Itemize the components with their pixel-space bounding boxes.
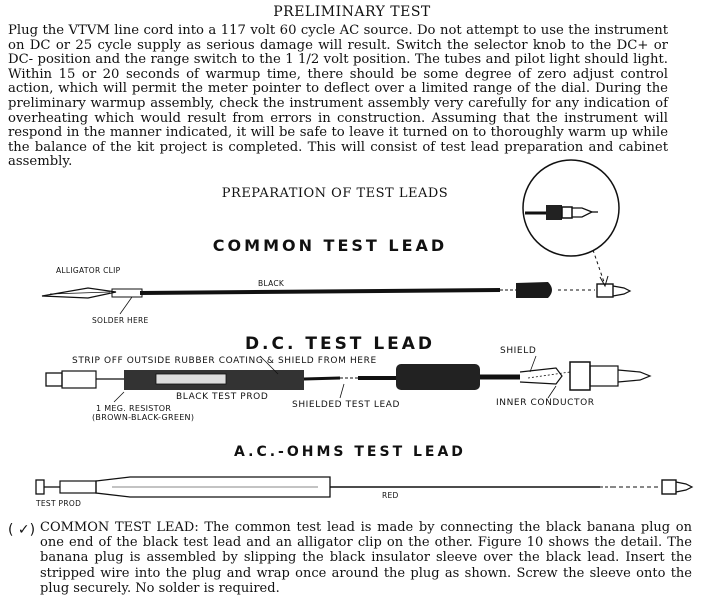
shielded-test-lead-label: SHIELDED TEST LEAD [292, 400, 401, 410]
dc-test-lead-title: D.C. TEST LEAD [244, 334, 436, 354]
common-test-lead-title: COMMON TEST LEAD [212, 236, 448, 255]
test-prod-label: TEST PROD [36, 499, 82, 508]
instruction-checkbox[interactable]: ( ✓) [8, 522, 36, 538]
common-test-lead-instruction: COMMON TEST LEAD: The common test lead is made by connecting the black banana plug on one end of the black test lead and an alligator clip on the other. Figure 10 shows the detail. The banana plug is assembled by slipping the black insulator sleeve over the black lead. Insert the stripped wire into the plug and wrap once around the plug as shown. Screw the sleeve onto the plug securely. No solder is required. [40, 520, 692, 596]
common-test-lead-drawing [42, 282, 630, 314]
red-wire-label: RED [382, 491, 399, 500]
resistor-label: 1 MEG. RESISTOR [96, 404, 172, 413]
strip-off-label: STRIP OFF OUTSIDE RUBBER COATING & SHIELD FROM HERE [72, 356, 377, 366]
preliminary-test-paragraph: Plug the VTVM line cord into a 117 volt 60 cycle AC source. Do not attempt to use the instrument on DC or 25 cycle supply as serious damage will result. Switch the selector knob to the DC+ or DC- position and the range switch to the 1 1/2 volt position. The tubes and pilot light should light. Within 15 or 20 seconds of warmup time, there should be some degree of zero adjust control action, which will permit the meter pointer to deflect over a limited range of the dial. During the preliminary warmup assembly, check the instrument assembly very carefully for any indication of overheating which would result from errors in construction. Assuming that the instrument will respond in the manner indicated, it will be safe to leave it turned on to thoroughly warm up while the balance of the kit project is completed. This will consist of test lead preparation and cabinet assembly. [8, 23, 668, 170]
shield-label: SHIELD [500, 346, 537, 356]
alligator-clip-label: ALLIGATOR CLIP [56, 266, 121, 275]
ac-ohms-test-lead-drawing [36, 477, 692, 497]
banana-plug-detail-icon [523, 160, 619, 286]
resistor-colors-label: (BROWN-BLACK-GREEN) [92, 413, 195, 422]
preliminary-test-heading: PRELIMINARY TEST [273, 4, 431, 20]
ac-ohms-test-lead-title: A.C.-OHMS TEST LEAD [234, 444, 466, 460]
solder-here-label: SOLDER HERE [92, 316, 149, 325]
black-test-prod-label: BLACK TEST PROD [176, 392, 269, 402]
preparation-heading: PREPARATION OF TEST LEADS [221, 186, 449, 201]
black-wire-label: BLACK [258, 279, 285, 288]
inner-conductor-label: INNER CONDUCTOR [496, 398, 595, 408]
